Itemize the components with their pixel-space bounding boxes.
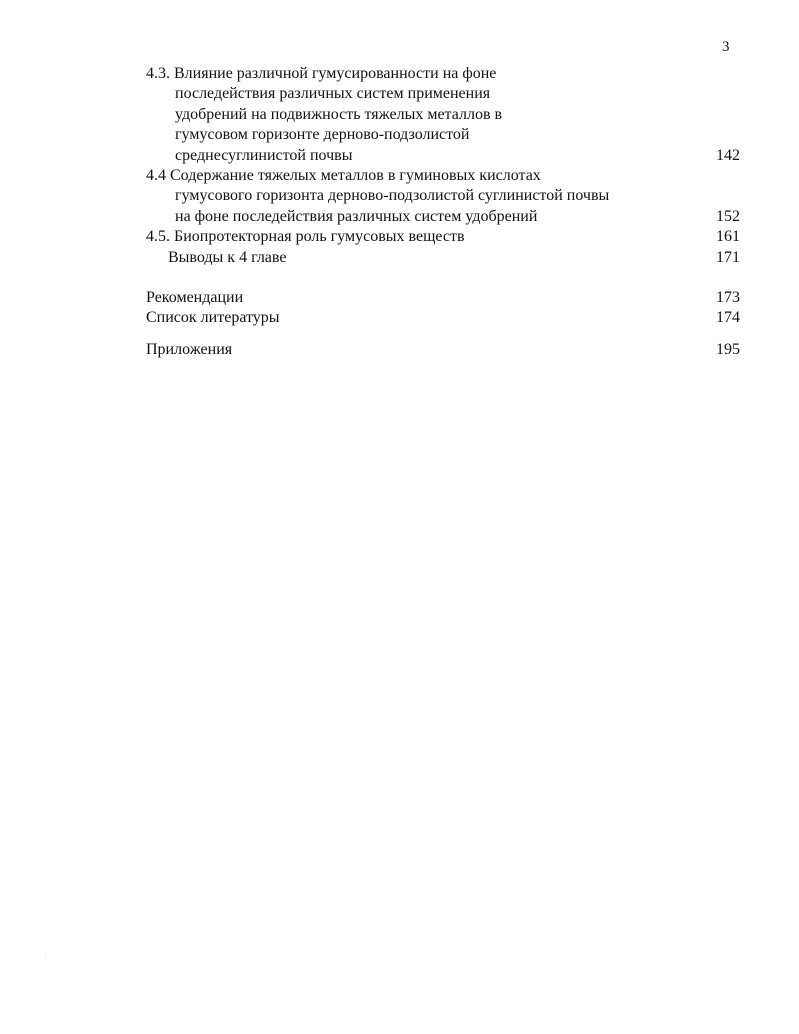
toc-entry-4-3-line-5: среднесуглинистой почвы [175,146,353,164]
toc-entry-4-4-line-1: 4.4 Содержание тяжелых металлов в гуминовых кислотах [146,167,541,185]
toc-entry-4-4-line-2: гумусового горизонта дерново-подзолистой суглинистой почвы [175,187,610,205]
toc-entry-references [146,308,740,328]
toc-entry-conclusions [146,248,740,268]
toc-entry-recommendations-text [146,288,243,308]
toc-spacer [146,329,740,340]
toc-entry-4-3-text [146,64,502,166]
toc-entry-4-3-line-1: 4.3. Влияние различной гумусированности на фоне [146,65,497,82]
toc-entry-recommendations-line-1: Рекомендации [146,289,244,307]
toc-entry-appendices-text [146,340,232,360]
toc-entry-4-5-page: 161 [716,228,740,246]
toc-entry-appendices [146,340,740,360]
toc-spacer [146,268,740,288]
toc-entry-recommendations-page: 173 [716,289,740,307]
toc-entry-4-3-line-3: удобрений на подвижность тяжелых металлов в [175,105,503,123]
toc-entry-references-text [146,308,280,328]
toc-entry-conclusions-line-1: Выводы к 4 главе [168,248,287,266]
toc-entry-conclusions-text [146,248,286,268]
toc-entry-appendices-line-1: Приложения [146,340,233,358]
toc-entry-4-3 [146,64,740,166]
toc-entry-conclusions-page: 171 [716,248,740,266]
scan-speck [45,954,46,955]
toc-entry-4-5-line-1: 4.5. Биопротекторная роль гумусовых веществ [146,228,465,246]
toc-entry-4-4 [146,166,740,227]
toc-entry-appendices-page: 195 [716,340,740,358]
toc-entry-references-page: 174 [716,309,740,327]
table-of-contents [146,64,740,360]
toc-entry-references-line-1: Список литературы [146,309,280,327]
toc-entry-4-3-line-2: последействия различных систем применения [175,85,491,103]
page-number: 3 [722,39,730,55]
toc-entry-recommendations [146,288,740,308]
toc-entry-4-4-line-3: на фоне последействия различных систем удобрений [175,207,538,225]
toc-entry-4-5 [146,227,740,247]
toc-entry-4-4-page: 152 [716,207,740,225]
toc-entry-4-3-line-4: гумусовом горизонте дерново-подзолистой [175,126,470,144]
toc-entry-4-4-text [146,166,609,227]
toc-entry-4-5-text [146,227,465,247]
toc-entry-4-3-page: 142 [716,146,740,164]
